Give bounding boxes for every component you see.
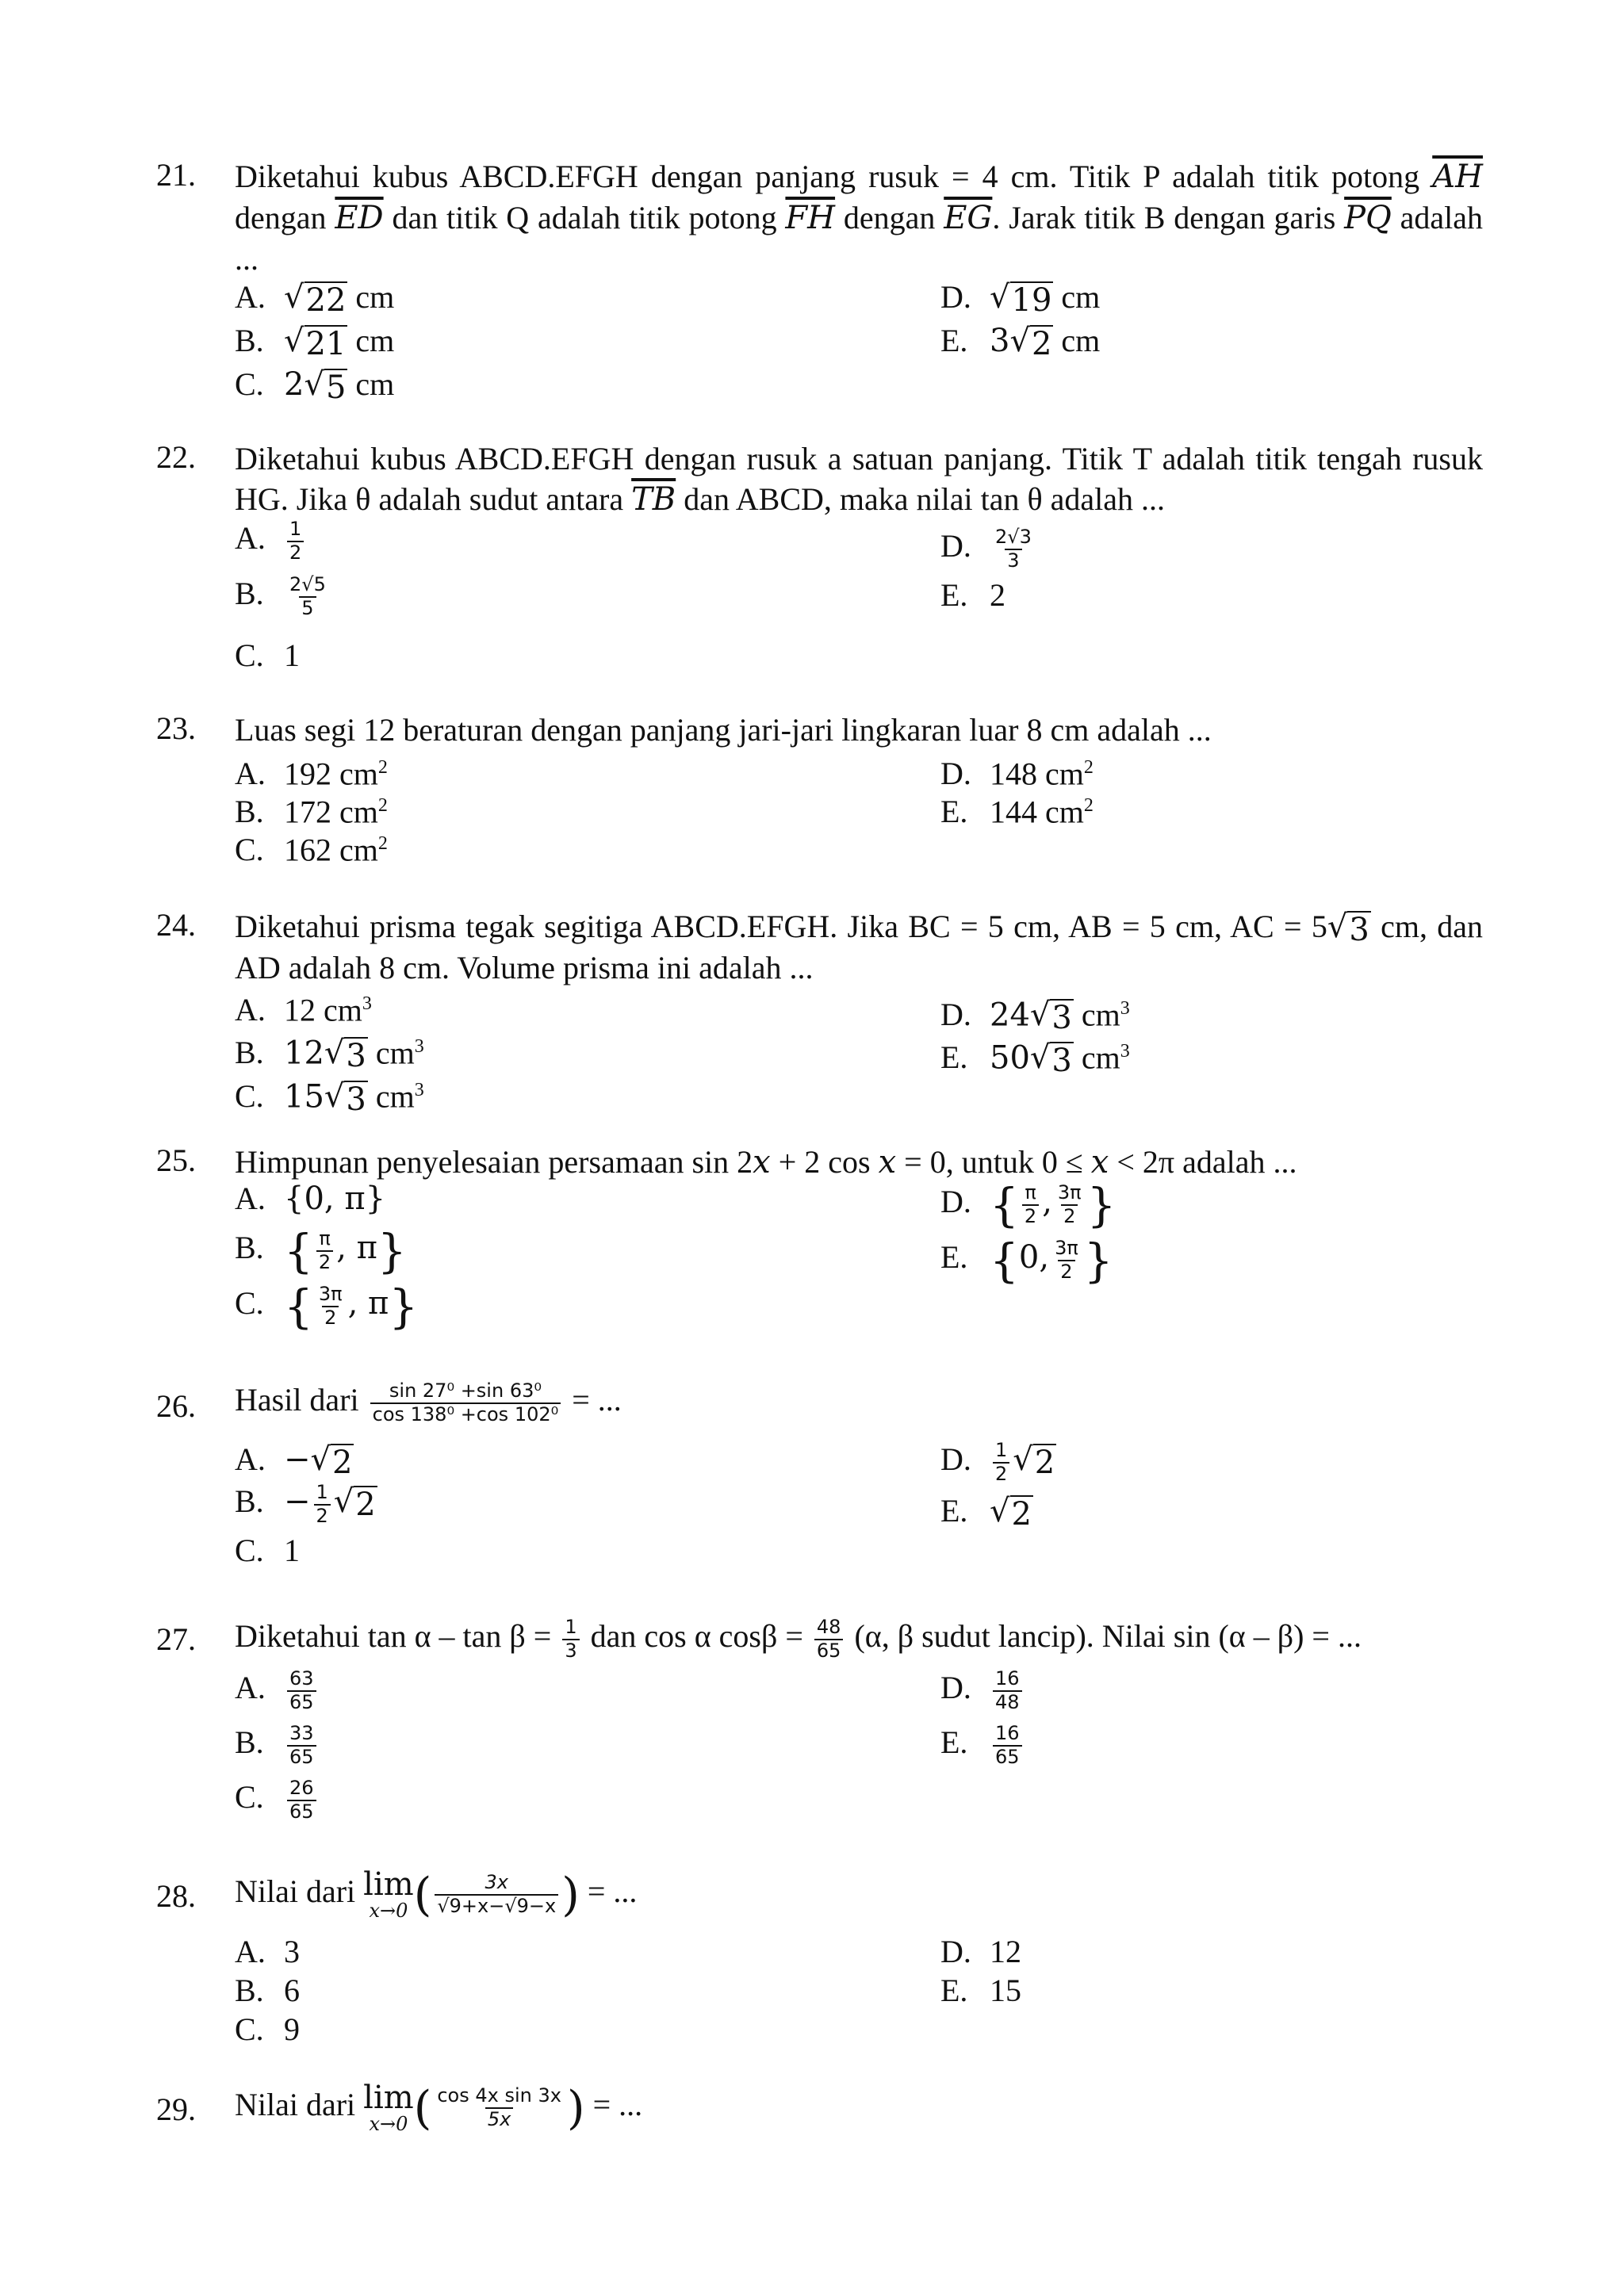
fraction: $\frac{\text{sin 27⁰ +sin 63⁰}}{\text{cos 138⁰ +cos 102⁰}}$ — [370, 1380, 561, 1425]
fraction: $\frac{1}{2}$ — [287, 519, 304, 564]
question-number: 27. — [156, 1621, 196, 1657]
option-d[interactable]: D. 24 √ 3 $cm^3$ — [940, 997, 1130, 1037]
option-a[interactable]: A. 12 $cm^3$ — [235, 992, 372, 1028]
option-a[interactable]: A. √ 22 cm — [235, 279, 395, 319]
option-e[interactable]: E. 2 — [940, 577, 1005, 613]
option-a[interactable]: A. 3 — [235, 1934, 300, 1969]
question-number: 21. — [156, 157, 196, 193]
option-d[interactable]: D. $\frac{1}{2}$ √ 2 — [940, 1439, 1055, 1485]
fraction: $\frac{\text{cos 4x sin 3x}}{5x}$ — [437, 2084, 561, 2130]
option-b[interactable]: B. $\frac{2√5}{5}$ — [235, 573, 331, 619]
option-e[interactable]: E. $\frac{16}{65}$ — [940, 1722, 1025, 1768]
option-e[interactable]: E. 3 √ 2 cm — [940, 323, 1101, 362]
option-b[interactable]: B. 172 $cm^2$ — [235, 794, 388, 830]
segment-tb: $\overline{TB}$ — [631, 481, 676, 518]
option-a[interactable]: A. $\frac{1}{2}$ — [235, 518, 307, 564]
option-b[interactable]: B. − $\frac{1}{2}$ √ 2 — [235, 1481, 376, 1527]
question-number: 29. — [156, 2091, 196, 2127]
option-d[interactable]: D. { $\frac{\pi}{2}$ , $\frac{3\pi}{2}$ } — [940, 1177, 1116, 1232]
question-stem: Nilai dari lim x→0 ( $\frac{\text{cos 4x sin 3x}}{5x}$ ) = ... — [235, 2080, 643, 2135]
limit: lim x→0 — [363, 2080, 414, 2135]
option-a[interactable]: A. $\frac{63}{65}$ — [235, 1667, 320, 1713]
question-stem: Diketahui kubus ABCD.EFGH dengan panjang rusuk = 4 cm. Titik P adalah titik potong $\overline{AH}$ dengan $\overline{ED}$ dan titik Q adalah titik potong $\overline{FH}$ dengan $\overline{EG}$. Jarak titik B dengan garis $\overline{PQ}$ adalah ... — [235, 159, 1484, 277]
question-number: 28. — [156, 1878, 196, 1914]
option-c[interactable]: C. 15 √ 3 $cm^3$ — [235, 1078, 424, 1119]
option-e[interactable]: E. √ 2 — [940, 1493, 1032, 1533]
option-e[interactable]: E. 144 $cm^2$ — [940, 794, 1094, 830]
option-c[interactable]: C. 162 $cm^2$ — [235, 832, 388, 868]
option-b[interactable]: B. { $\frac{\pi}{2}$ , π} — [235, 1223, 407, 1278]
option-e[interactable]: E. 50 √ 3 $cm^3$ — [940, 1039, 1130, 1080]
option-e[interactable]: E. {0, $\frac{3\pi}{2}$ } — [940, 1233, 1113, 1288]
question-stem: Luas segi 12 beraturan dengan panjang jari-jari lingkaran luar 8 cm adalah ... — [235, 712, 1212, 748]
option-d[interactable]: D. 148 $cm^2$ — [940, 756, 1094, 792]
option-b[interactable]: B. √ 21 cm — [235, 323, 395, 362]
question-stem: Hasil dari $\frac{\text{sin 27⁰ +sin 63⁰}}{\text{cos 138⁰ +cos 102⁰}}$ = ... — [235, 1380, 622, 1425]
segment-eg: $\overline{EG}$ — [944, 200, 993, 236]
question-stem: Diketahui kubus ABCD.EFGH dengan rusuk a satuan panjang. Titik T adalah titik tengah rusuk HG. Jika θ adalah sudut antara $\overline{TB}$ dan ABCD, maka nilai tan θ adalah ... — [235, 441, 1483, 518]
option-c[interactable]: C. 1 — [235, 637, 300, 673]
option-c[interactable]: C. 1 — [235, 1533, 300, 1568]
option-d[interactable]: D. 12 — [940, 1934, 1021, 1969]
question-stem: Diketahui prisma tegak segitiga ABCD.EFGH. Jika BC = 5 cm, AB = 5 cm, AC = 5 √ 3 cm, dan AD adalah 8 cm. Volume prisma ini adalah ... — [235, 909, 1484, 985]
segment-pq: $\overline{PQ}$ — [1344, 200, 1392, 236]
fraction: $\frac{3x}{√9+x-√9-x}$ — [435, 1872, 558, 1917]
fraction: $\frac{2√5}{5}$ — [289, 573, 326, 619]
question-number: 22. — [156, 439, 196, 475]
limit: lim x→0 — [363, 1866, 414, 1922]
option-b[interactable]: B. 6 — [235, 1973, 300, 2008]
option-d[interactable]: D. $\frac{2√3}{3}$ — [940, 526, 1037, 572]
option-b[interactable]: B. $\frac{33}{65}$ — [235, 1722, 320, 1768]
option-d[interactable]: D. $\frac{16}{48}$ — [940, 1667, 1025, 1713]
question-number: 25. — [156, 1142, 196, 1178]
segment-fh: $\overline{FH}$ — [785, 200, 836, 236]
option-e[interactable]: E. 15 — [940, 1973, 1021, 2008]
option-a[interactable]: A. − √ 2 — [235, 1441, 353, 1481]
fraction: $\frac{2√3}{3}$ — [995, 526, 1032, 572]
option-c[interactable]: C. $\frac{26}{65}$ — [235, 1777, 320, 1823]
question-stem: Diketahui tan α – tan β = $\frac{1}{3}$ dan cos α cosβ = $\frac{48}{65}$ (α, β sudut lancip). Nilai sin (α – β) = ... — [235, 1616, 1362, 1662]
option-b[interactable]: B. 12 √ 3 $cm^3$ — [235, 1035, 424, 1075]
question-stem: Nilai dari lim x→0 ( $\frac{3x}{√9+x-√9-x}$ ) = ... — [235, 1866, 638, 1922]
segment-ah: $\overline{AH}$ — [1432, 159, 1484, 195]
option-a[interactable]: A. {0, π} — [235, 1181, 386, 1217]
question-number: 23. — [156, 710, 196, 746]
question-number: 24. — [156, 907, 196, 943]
option-c[interactable]: C. 2 √ 5 cm — [235, 366, 395, 406]
question-stem: Himpunan penyelesaian persamaan sin 2x + 2 cos x = 0, untuk 0 ≤ x < 2π adalah ... — [235, 1144, 1297, 1181]
option-a[interactable]: A. 192 $cm^2$ — [235, 756, 388, 792]
segment-ed: $\overline{ED}$ — [335, 200, 384, 236]
option-d[interactable]: D. √ 19 cm — [940, 279, 1101, 319]
option-c[interactable]: C. { $\frac{3\pi}{2}$ , π} — [235, 1279, 419, 1334]
option-c[interactable]: C. 9 — [235, 2011, 300, 2047]
question-number: 26. — [156, 1388, 196, 1424]
